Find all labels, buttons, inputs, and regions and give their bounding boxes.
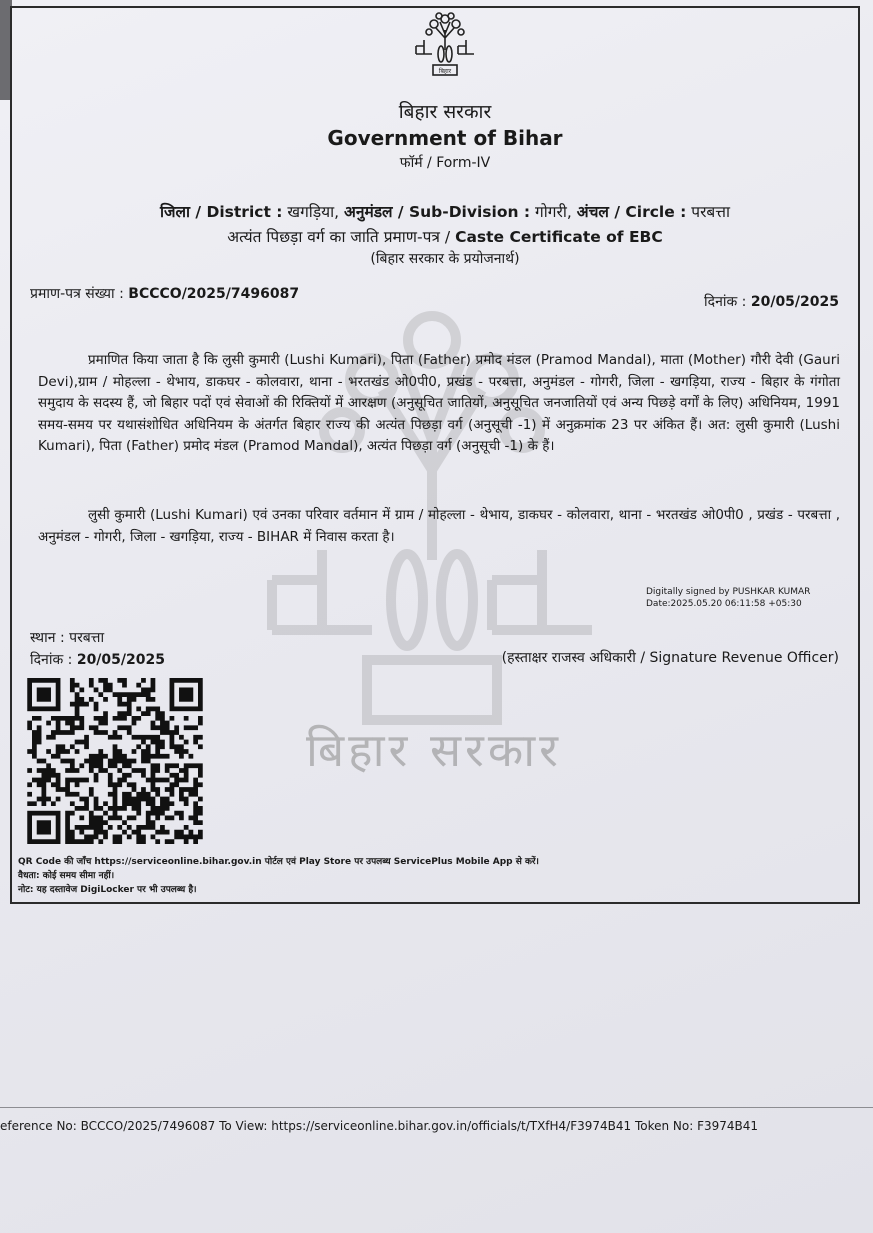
circle-label: अंचल / Circle :	[576, 203, 687, 221]
reference-footer: eference No: BCCCO/2025/7496087 To View: https://serviceonline.bihar.gov.in/officials/t/TXfH4/F3974B41 Token No: F3974B41	[0, 1119, 759, 1133]
certificate-number	[30, 284, 299, 303]
footer-divider	[0, 1107, 873, 1108]
circle-value: परबत्ता	[691, 203, 730, 221]
district-value: खगड़िया,	[287, 203, 340, 221]
digilocker-note: नोट: यह दस्तावेज DigiLocker पर भी उपलब्ध है।	[18, 885, 197, 895]
certificate-title-english: Caste Certificate of EBC	[455, 228, 663, 246]
digital-signature-name: Digitally signed by PUSHKAR KUMAR	[646, 587, 811, 597]
certificate-purpose: (बिहार सरकार के प्रयोजनार्थ)	[370, 251, 520, 267]
certificate-number-label: प्रमाण-पत्र संख्या :	[30, 286, 124, 302]
place-date-label: दिनांक :	[30, 652, 73, 668]
qr-code-icon	[26, 678, 204, 844]
digital-signature-date: Date:2025.05.20 06:11:58 +05:30	[646, 599, 802, 609]
bihar-emblem-icon	[412, 10, 478, 80]
svg-text:बिहार: बिहार	[438, 68, 452, 75]
state-title-hindi: बिहार सरकार	[398, 101, 492, 123]
issue-date-value: 20/05/2025	[750, 294, 839, 310]
district-label: जिला / District :	[160, 203, 283, 221]
subdivision-value: गोगरी,	[535, 203, 572, 221]
certification-paragraph: प्रमाणित किया जाता है कि लुसी कुमारी (Lushi Kumari), पिता (Father) प्रमोद मंडल (Pramod Mandal), माता (Mother) गौरी देवी (Gauri Devi),ग्राम / मोहल्ला - थेभाय, डाकघर - कोलवारा, थाना - भरतखंड ओ0पी0, प्रखंड - परबत्ता, अनुमंडल - गोगरी, जिला - खगड़िया, राज्य - बिहार के गंगोता समुदाय के सदस्य हैं, जो बिहार पदों एवं सेवाओं की रिक्तियों में आरक्षण (अनुसूचित जातियों, अनुसूचित जनजातियों एवं अन्य पिछड़े वर्गों के लिए) अधिनियम, 1991 समय-समय पर यथासंशोधित अधिनियम के अंतर्गत बिहार राज्य की अत्यंत पिछड़ा वर्ग (अनुसूची -1) में अनुक्रमांक 23 पर अंकित हैं। अत: लुसी कुमारी (Lushi Kumari), पिता (Father) प्रमोद मंडल (Pramod Mandal), अत्यंत पिछड़ा वर्ग (अनुसूची -1) के हैं।	[38, 352, 840, 454]
watermark-text: बिहार सरकार	[306, 723, 562, 777]
digital-signature	[646, 586, 810, 610]
state-title-english: Government of Bihar	[327, 126, 563, 150]
issue-date	[704, 292, 839, 311]
qr-verification-note: QR Code की जाँच https://serviceonline.bihar.gov.in पोर्टल एवं Play Store पर उपलब्ध ServicePlus Mobile App से करें।	[18, 857, 539, 867]
certificate-number-value: BCCCO/2025/7496087	[128, 286, 300, 302]
issue-date-label: दिनांक :	[704, 294, 747, 310]
subdivision-label: अनुमंडल / Sub-Division :	[344, 203, 531, 221]
jurisdiction-line	[40, 200, 850, 222]
form-number: फॉर्म / Form-IV	[399, 155, 491, 171]
residence-paragraph: लुसी कुमारी (Lushi Kumari) एवं उनका परिवार वर्तमान में ग्राम / मोहल्ला - थेभाय, डाकघर - कोलवारा, थाना - भरतखंड ओ0पी0 , प्रखंड - परबत्ता , अनुमंडल - गोगरी, जिला - खगड़िया, राज्य - BIHAR में निवास करता है।	[38, 507, 840, 545]
place-date	[30, 650, 165, 669]
certificate-title	[40, 225, 850, 247]
issue-place: स्थान : परबत्ता	[30, 630, 105, 646]
place-date-value: 20/05/2025	[76, 652, 165, 668]
officer-signature-line: (हस्ताक्षर राजस्व अधिकारी / Signature Revenue Officer)	[501, 650, 839, 666]
certificate-title-hindi: अत्यंत पिछड़ा वर्ग का जाति प्रमाण-पत्र /	[227, 228, 451, 246]
validity-note: वैधता: कोई समय सीमा नहीं।	[18, 871, 115, 881]
